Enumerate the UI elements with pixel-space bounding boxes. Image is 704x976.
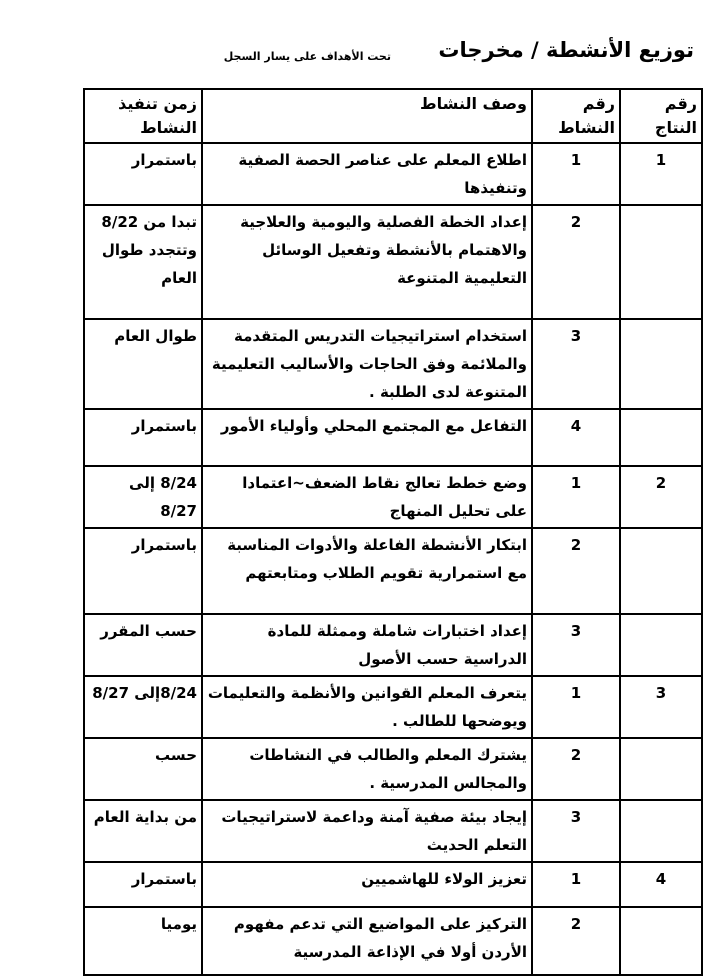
activity-description-cell: يتعرف المعلم القوانين والأنظمة والتعليمات ويوضحها للطالب . (202, 676, 532, 738)
table-row (84, 738, 702, 800)
col-outcome-number: رقم النتاج (620, 89, 702, 143)
activities-table (83, 88, 703, 976)
activity-description-cell: يشترك المعلم والطالب في النشاطات والمجالس المدرسية . (202, 738, 532, 800)
activity-time-cell: حسب (84, 738, 202, 800)
table-row (84, 466, 702, 528)
activity-description-cell: التفاعل مع المجتمع المحلي وأولياء الأمور (202, 409, 532, 466)
activity-description-cell: التركيز على المواضيع التي تدعم مفهوم الأردن أولا في الإذاعة المدرسية (202, 907, 532, 975)
activity-number-cell: 2 (532, 528, 620, 614)
outcome-cell (620, 205, 702, 319)
table-row (84, 528, 702, 614)
col-execution-time: زمن تنفيذ النشاط (84, 89, 202, 143)
activity-number-cell: 2 (532, 907, 620, 975)
table-row (84, 409, 702, 466)
activity-description-cell: استخدام استراتيجيات التدريس المتقدمة والملائمة وفق الحاجات والأساليب التعليمية المتنوعة لدى الطلبة . (202, 319, 532, 409)
outcome-cell (620, 907, 702, 975)
activity-number-cell: 1 (532, 143, 620, 205)
outcome-cell: 2 (620, 466, 702, 528)
activity-number-cell: 3 (532, 614, 620, 676)
col-activity-number: رقم النشاط (532, 89, 620, 143)
activity-time-cell: باستمرار (84, 409, 202, 466)
activity-description-cell: إعداد اختبارات شاملة وممثلة للمادة الدراسية حسب الأصول (202, 614, 532, 676)
activity-time-cell: حسب المقرر (84, 614, 202, 676)
activity-time-cell: طوال العام (84, 319, 202, 409)
table-header-row (84, 89, 702, 143)
outcome-cell (620, 528, 702, 614)
activity-description-cell: إعداد الخطة الفصلية واليومية والعلاجية والاهتمام بالأنشطة وتفعيل الوسائل التعليمية المتنوعة (202, 205, 532, 319)
col-activity-description: وصف النشاط (202, 89, 532, 143)
activity-number-cell: 1 (532, 676, 620, 738)
activity-time-cell: 8/24 إلى 8/27 (84, 466, 202, 528)
activity-time-cell: باستمرار (84, 862, 202, 907)
outcome-cell: 1 (620, 143, 702, 205)
page-title: توزيع الأنشطة / مخرجات (438, 38, 694, 62)
activity-number-cell: 3 (532, 800, 620, 862)
outcome-cell: 4 (620, 862, 702, 907)
activity-description-cell: إيجاد بيئة صفية آمنة وداعمة لاستراتيجيات التعلم الحديث (202, 800, 532, 862)
page-subtitle: تحت الأهداف على يسار السجل (223, 50, 391, 63)
table-row (84, 205, 702, 319)
activity-description-cell: ابتكار الأنشطة الفاعلة والأدوات المناسبة مع استمرارية تقويم الطلاب ومتابعتهم (202, 528, 532, 614)
page-header (0, 0, 704, 92)
outcome-cell (620, 319, 702, 409)
activity-description-cell: اطلاع المعلم على عناصر الحصة الصفية وتنفيذها (202, 143, 532, 205)
table-row (84, 614, 702, 676)
table-body (84, 143, 702, 975)
activity-time-cell: يوميا (84, 907, 202, 975)
table-row (84, 676, 702, 738)
activity-time-cell: من بداية العام (84, 800, 202, 862)
activity-number-cell: 2 (532, 205, 620, 319)
activity-number-cell: 2 (532, 738, 620, 800)
activity-description-cell: وضع خطط تعالج نقاط الضعف~اعتمادا على تحليل المنهاج (202, 466, 532, 528)
activity-time-cell: باستمرار (84, 528, 202, 614)
activity-time-cell: باستمرار (84, 143, 202, 205)
activity-number-cell: 1 (532, 862, 620, 907)
outcome-cell: 3 (620, 676, 702, 738)
table-row (84, 862, 702, 907)
table-row (84, 143, 702, 205)
activity-time-cell: تبدا من 8/22 وتتجدد طوال العام (84, 205, 202, 319)
activity-number-cell: 3 (532, 319, 620, 409)
activity-number-cell: 4 (532, 409, 620, 466)
outcome-cell (620, 800, 702, 862)
table-row (84, 907, 702, 975)
activity-time-cell: 8/24إلى 8/27 (84, 676, 202, 738)
activity-description-cell: تعزيز الولاء للهاشميين (202, 862, 532, 907)
outcome-cell (620, 409, 702, 466)
outcome-cell (620, 614, 702, 676)
outcome-cell (620, 738, 702, 800)
table-row (84, 319, 702, 409)
table-row (84, 800, 702, 862)
activity-number-cell: 1 (532, 466, 620, 528)
